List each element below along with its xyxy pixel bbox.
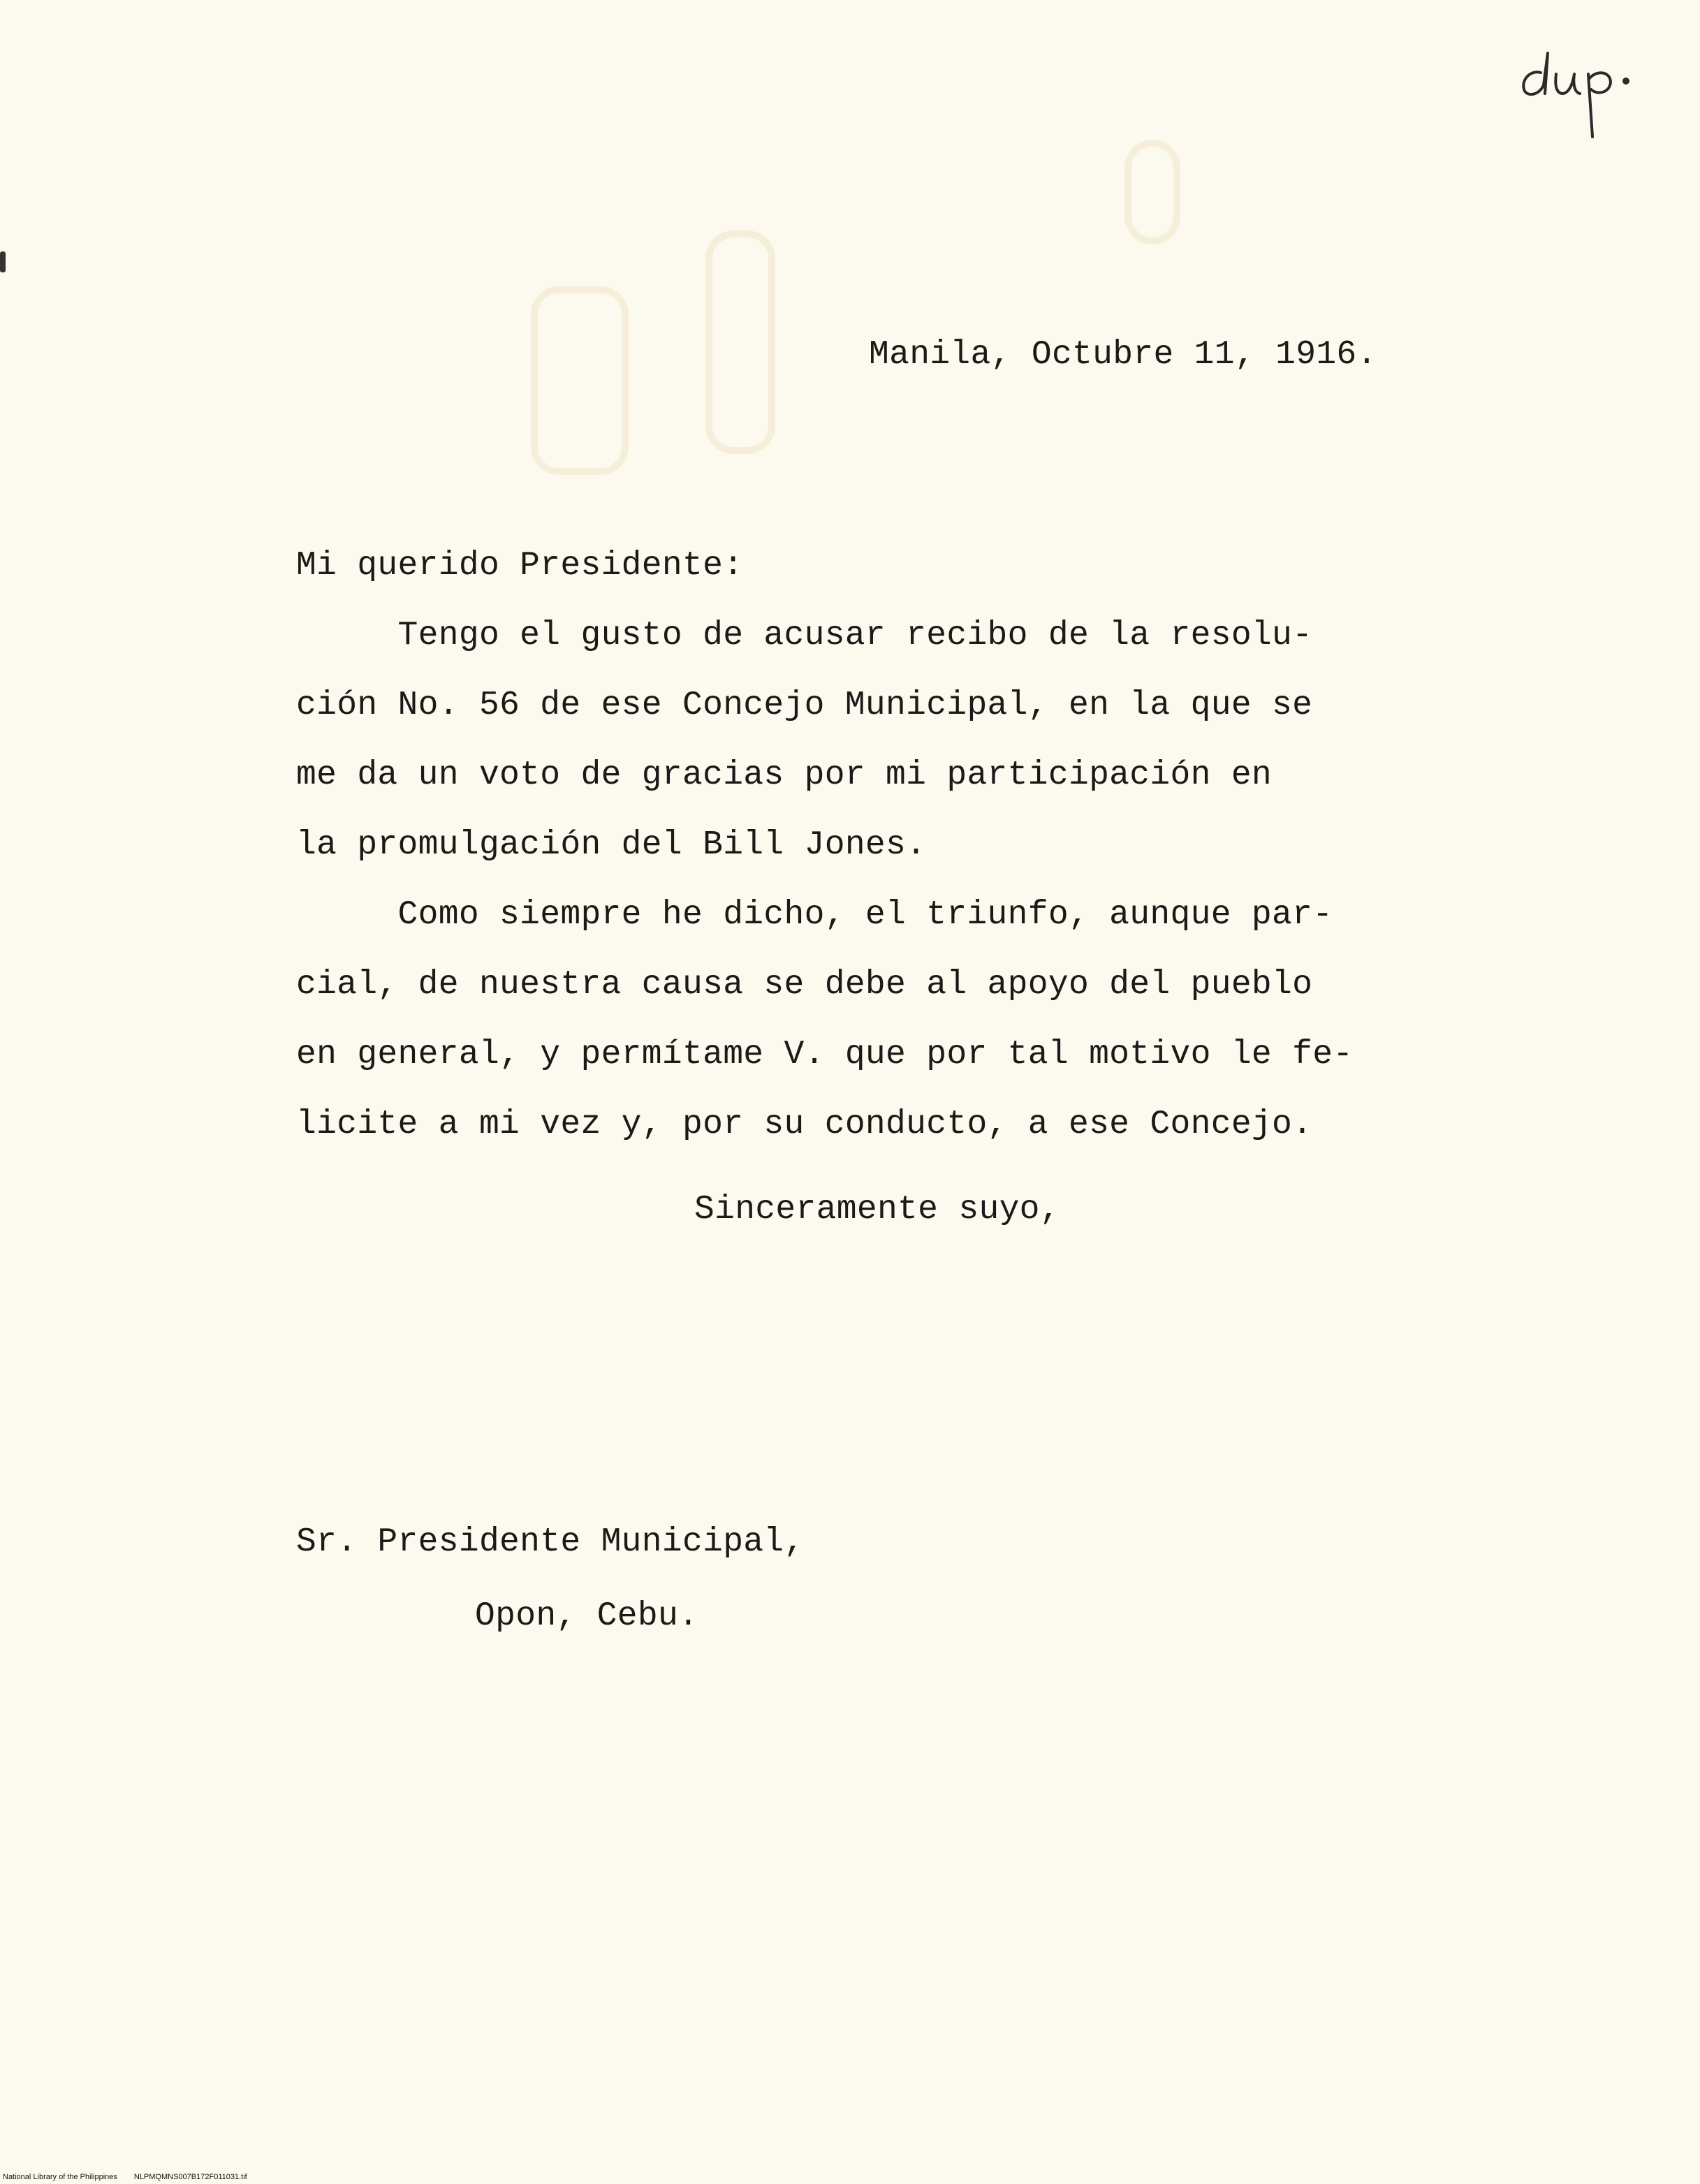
body-line: me da un voto de gracias por mi participación en [296,756,1273,794]
body-line: Como siempre he dicho, el triunfo, aunque par- [296,896,1333,934]
body-line: ción No. 56 de ese Concejo Municipal, en la que se [296,687,1313,724]
letter-date: Manila, Octubre 11, 1916. [869,336,1377,374]
closing: Sinceramente suyo, [694,1191,1060,1229]
footer-institution: National Library of the Philippines [3,2173,117,2181]
paperclip-stain [705,230,775,454]
body-line: la promulgación del Bill Jones. [296,826,927,864]
footer-file-id: NLPMQMNS007B172F011031.tif [133,2173,247,2181]
recipient-line-2: Opon, Cebu. [475,1597,699,1635]
body-line: cial, de nuestra causa se debe al apoyo del pueblo [296,966,1313,1004]
handwritten-annotation [1513,39,1646,144]
body-line: Tengo el gusto de acusar recibo de la resolu- [296,617,1313,654]
recipient-line-1: Sr. Presidente Municipal, [296,1523,805,1561]
body-line: licite a mi vez y, por su conducto, a ese Concejo. [296,1106,1313,1143]
body-line: en general, y permítame V. que por tal motivo le fe- [296,1036,1354,1073]
paperclip-stain [1124,140,1180,244]
edge-mark [0,251,6,272]
paperclip-stain [531,286,629,475]
svg-text:dup.: dup. [1513,39,1514,40]
salutation: Mi querido Presidente: [296,547,744,585]
archive-footer [3,2172,264,2182]
